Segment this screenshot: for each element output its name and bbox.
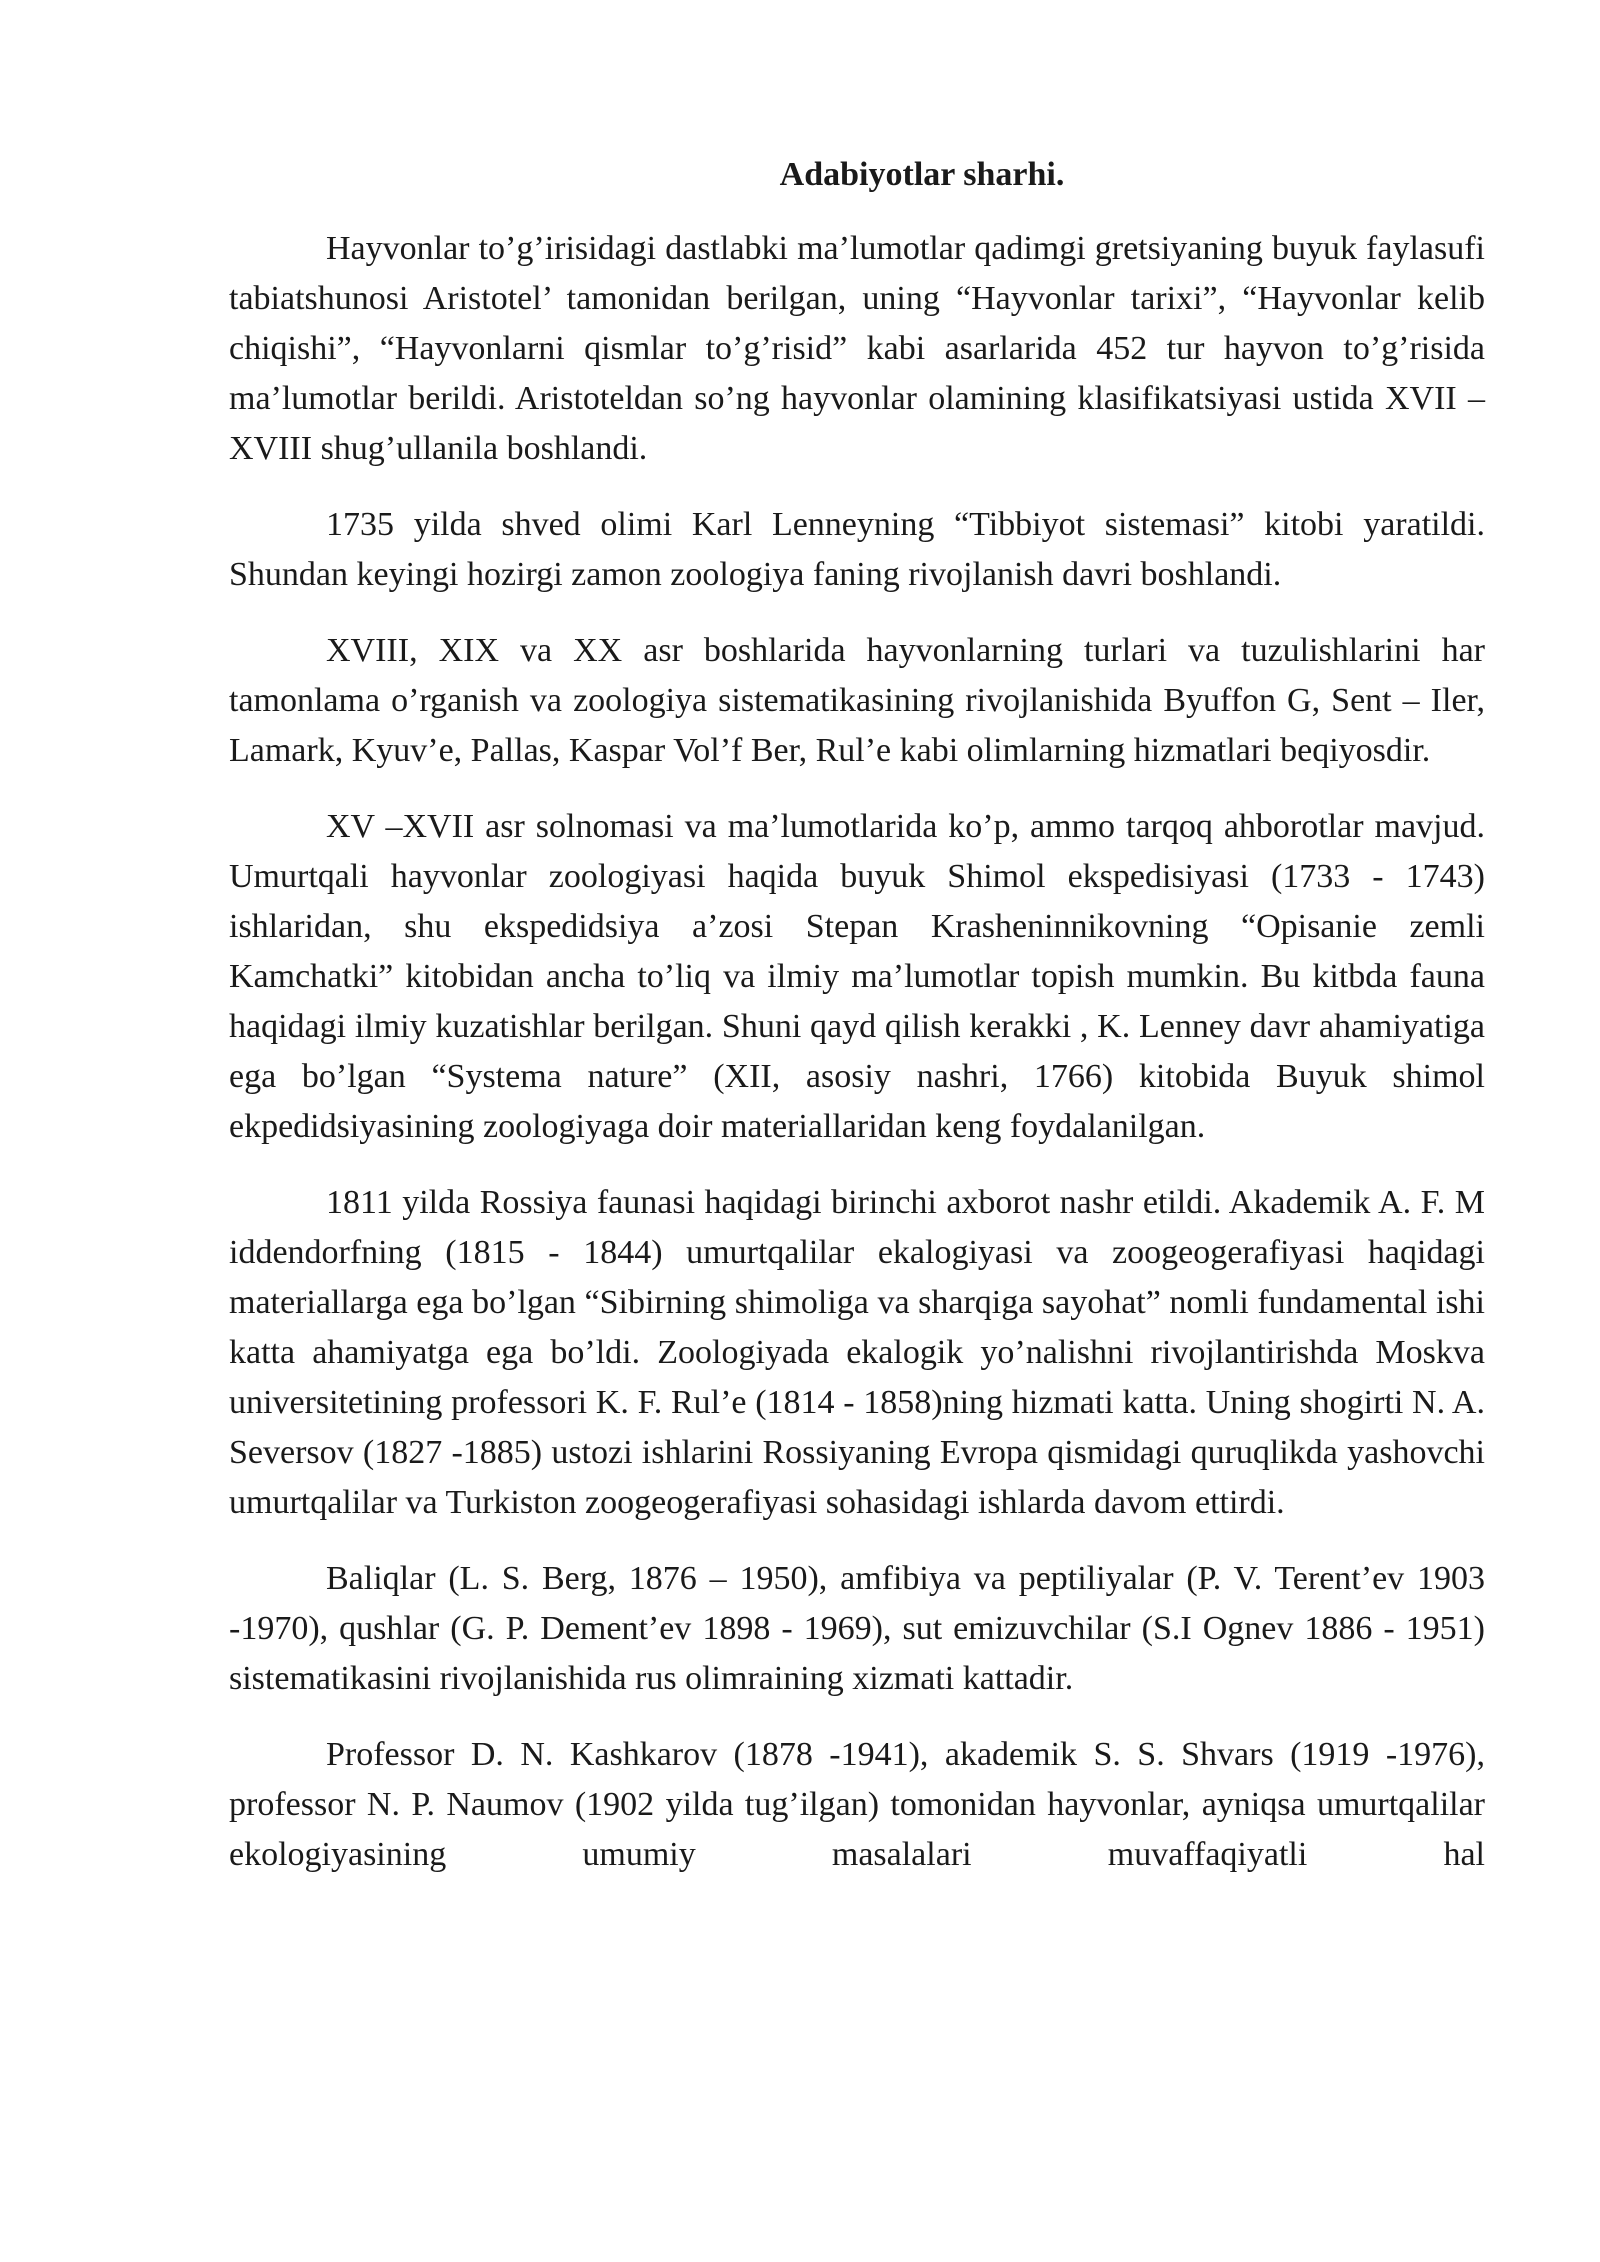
paragraph-linnaeus: 1735 yilda shved olimi Karl Lenneyning “Tibbiyot sistemasi” kitobi yaratildi. Shundan keyingi hozirgi zamon zoologiya faning rivojlanish davri boshlandi. [229,506,1485,593]
paragraph-ecology: Professor D. N. Kashkarov (1878 -1941), akademik S. S. Shvars (1919 -1976), professor N. P. Naumov (1902 yilda tug’ilgan) tomonidan hayvonlar, ayniqsa umurtqalilar ekologiyasining umumiy masalalari muvaffaqiyatli hal [229,1736,1485,1873]
paragraph-chronicles: XV –XVII asr solnomasi va ma’lumotlarida ko’p, ammo tarqoq ahborotlar mavjud. Umurtqali hayvonlar zoologiyasi haqida buyuk Shimol ekspedisiyasi (1733 - 1743) ishlaridan, shu ekspedidsiya a’zosi Stepan Krasheninnikovning “Opisanie zemli Kamchatki” kitobidan ancha to’liq va ilmiy ma’lumotlar topish mumkin. Bu kitbda fauna haqidagi ilmiy kuzatishlar berilgan. Shuni qayd qilish kerakki , K. Lenney davr ahamiyatiga ega bo’lgan “Systema nature” (XII, asosiy nashri, 1766) kitobida Buyuk shimol ekpedidsiyasining zoologiyaga doir materiallaridan keng foydalanilgan. [229,808,1485,1145]
paragraph-systematics: Baliqlar (L. S. Berg, 1876 – 1950), amfibiya va peptiliyalar (P. V. Terent’ev 1903 -1970), qushlar (G. P. Dement’ev 1898 - 1969), sut emizuvchilar (S.I Ognev 1886 - 1951) sistematikasini rivojlanishida rus olimraining xizmati kattadir. [229,1560,1485,1697]
document-title: Adabiyotlar sharhi. [779,156,1065,193]
paragraph-aristotle: Hayvonlar to’g’irisidagi dastlabki ma’lumotlar qadimgi gretsiyaning buyuk faylasufi tabiatshunosi Aristotel’ tamonidan berilgan, uning “Hayvonlar tarixi”, “Hayvonlar kelib chiqishi”, “Hayvonlarni qismlar to’g’risid” kabi asarlarida 452 tur hayvon to’g’risida ma’lumotlar berildi. Aristoteldan so’ng hayvonlar olamining klasifikatsiyasi ustida XVII – XVIII shug’ullanila boshlandi. [229,230,1485,467]
document-page [229,150,1485,1906]
paragraph-18th-20th-century: XVIII, XIX va XX asr boshlarida hayvonlarning turlari va tuzulishlarini har tamonlama o’rganish va zoologiya sistematikasining rivojlanishida Byuffon G, Sent – Iler, Lamark, Kyuv’e, Pallas, Kaspar Vol’f Ber, Rul’e kabi olimlarning hizmatlari beqiyosdir. [229,632,1485,769]
paragraph-1811-russia-fauna: 1811 yilda Rossiya faunasi haqidagi birinchi axborot nashr etildi. Akademik A. F. M iddendorfning (1815 - 1844) umurtqalilar ekalogiyasi va zoogeogerafiyasi haqidagi materiallarga ega bo’lgan “Sibirning shimoliga va sharqiga sayohat” nomli fundamental ishi katta ahamiyatga ega bo’ldi. Zoologiyada ekalogik yo’nalishni rivojlantirishda Moskva universitetining professori K. F. Rul’e (1814 - 1858)ning hizmati katta. Uning shogirti N. A. Seversov (1827 -1885) ustozi ishlarini Rossiyaning Evropa qismidagi quruqlikda yashovchi umurtqalilar va Turkiston zoogeogerafiyasi sohasidagi ishlarda davom ettirdi. [229,1184,1485,1521]
